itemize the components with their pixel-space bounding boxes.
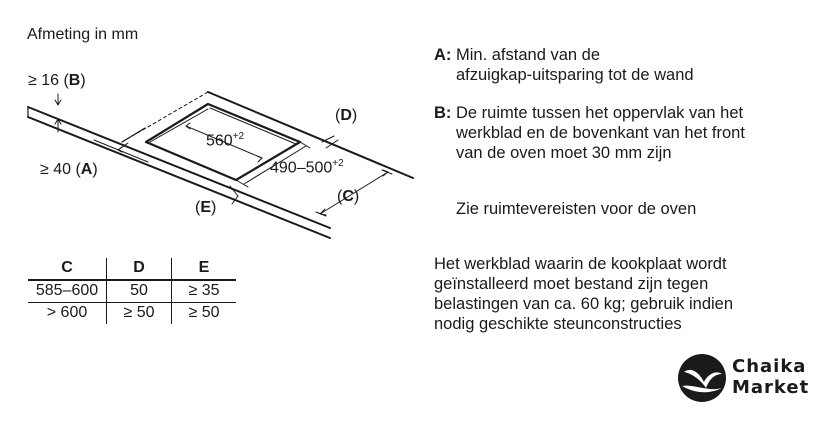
table-header-c: C xyxy=(28,258,107,280)
c-label: (C) xyxy=(337,188,360,205)
chaika-market-logo xyxy=(676,352,826,406)
table-cell: > 600 xyxy=(28,303,107,325)
worktop-note-line: Het werkblad waarin de kookplaat wordt xyxy=(434,255,727,273)
worktop-note-line: geïnstalleerd moet bestand zijn tegen xyxy=(434,275,709,293)
table-header-e: E xyxy=(172,258,237,280)
table-cell: ≥ 50 xyxy=(107,303,172,325)
worktop-note-line: belastingen van ca. 60 kg; gebruik indien xyxy=(434,295,734,313)
table-row xyxy=(28,303,236,325)
table-cell: 50 xyxy=(107,280,172,303)
a-label: ≥ 40 (A) xyxy=(40,161,98,178)
e-label: (E) xyxy=(195,199,217,216)
table-header-row xyxy=(28,258,236,280)
clearance-table xyxy=(28,258,236,324)
table-cell: ≥ 35 xyxy=(172,280,237,303)
table-row xyxy=(28,280,236,303)
note-a-cont: afzuigkap-uitsparing tot de wand xyxy=(456,66,694,84)
logo-text xyxy=(732,356,809,398)
note-b-cont: werkblad en de bovenkant van het front xyxy=(456,124,745,142)
logo-line-2: Market xyxy=(732,377,810,398)
b-label: ≥ 16 (B) xyxy=(28,72,86,89)
table-cell: 585–600 xyxy=(28,280,107,303)
seagull-icon xyxy=(676,352,728,404)
logo-line-1: Chaika xyxy=(732,356,807,377)
table-header-d: D xyxy=(107,258,172,280)
d-label: (D) xyxy=(335,107,358,124)
note-a: A: Min. afstand van de xyxy=(434,46,601,64)
oven-note: Zie ruimtevereisten voor de oven xyxy=(456,200,697,218)
diagram-heading: Afmeting in mm xyxy=(27,26,139,43)
note-b: B: De ruimte tussen het oppervlak van het xyxy=(434,104,744,122)
depth-label: $490-500^{+2}$ xyxy=(270,158,344,177)
note-b-cont2: van de oven moet 30 mm zijn xyxy=(456,144,672,162)
width-label: $560^{+2}$ xyxy=(206,131,245,150)
table-cell: ≥ 50 xyxy=(188,304,220,321)
worktop-note-line: nodig geschikte steunconstructies xyxy=(434,315,682,333)
